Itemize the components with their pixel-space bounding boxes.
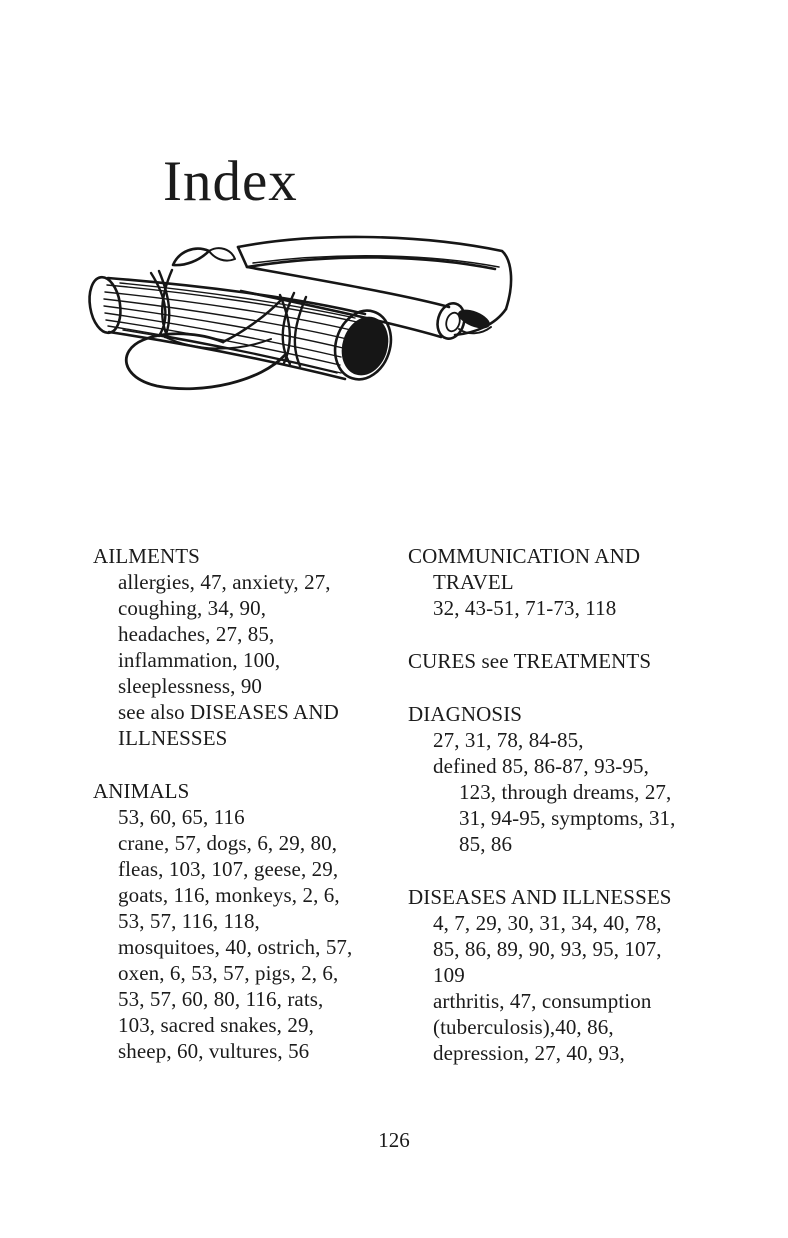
index-section-heading: DIAGNOSIS bbox=[408, 702, 523, 726]
index-entry-line: 53, 57, 60, 80, 116, rats, bbox=[118, 987, 324, 1011]
index-entry-line: mosquitoes, 40, ostrich, 57, bbox=[118, 935, 353, 959]
index-entry-line: see also DISEASES AND bbox=[118, 700, 339, 724]
index-entry-line: oxen, 6, 53, 57, pigs, 2, 6, bbox=[118, 961, 339, 985]
index-section-heading: CURES see TREATMENTS bbox=[408, 649, 652, 673]
index-entry-line: sleeplessness, 90 bbox=[118, 674, 263, 698]
index-section bbox=[408, 884, 738, 1066]
index-section bbox=[93, 778, 398, 1064]
index-entry-line: 103, sacred snakes, 29, bbox=[118, 1013, 314, 1037]
index-entry-line: 53, 60, 65, 116 bbox=[118, 805, 245, 829]
index-section bbox=[93, 543, 398, 751]
index-entry-line: 53, 57, 116, 118, bbox=[118, 909, 260, 933]
scrolls-drawing-svg bbox=[75, 233, 530, 405]
index-section-heading: DISEASES AND ILLNESSES bbox=[408, 885, 672, 909]
index-entry-line: depression, 27, 40, 93, bbox=[433, 1041, 625, 1065]
index-entry-line: goats, 116, monkeys, 2, 6, bbox=[118, 883, 340, 907]
index-section bbox=[408, 701, 738, 857]
index-entry-line: sheep, 60, vultures, 56 bbox=[118, 1039, 310, 1063]
index-entry-line: fleas, 103, 107, geese, 29, bbox=[118, 857, 339, 881]
index-entry-line: TRAVEL bbox=[433, 570, 514, 594]
scrolls-illustration bbox=[75, 233, 530, 405]
index-column-right bbox=[408, 543, 738, 1066]
index-entry-line: 85, 86, 89, 90, 93, 95, 107, bbox=[433, 937, 662, 961]
index-entry-line: coughing, 34, 90, bbox=[118, 596, 267, 620]
index-entry-line: 85, 86 bbox=[459, 832, 513, 856]
index-entry-line: 27, 31, 78, 84-85, bbox=[433, 728, 584, 752]
page-number: 126 bbox=[378, 1128, 410, 1152]
index-entry-line: headaches, 27, 85, bbox=[118, 622, 275, 646]
index-entry-line: 123, through dreams, 27, bbox=[459, 780, 672, 804]
index-section bbox=[408, 543, 738, 621]
index-section bbox=[408, 648, 738, 674]
index-entry-line: 109 bbox=[433, 963, 465, 987]
index-entry-line: 4, 7, 29, 30, 31, 34, 40, 78, bbox=[433, 911, 662, 935]
index-entry-line: (tuberculosis),40, 86, bbox=[433, 1015, 614, 1039]
index-entry-line: ILLNESSES bbox=[118, 726, 228, 750]
index-entry-line: inflammation, 100, bbox=[118, 648, 281, 672]
index-entry-line: defined 85, 86-87, 93-95, bbox=[433, 754, 649, 778]
index-entry-line: 32, 43-51, 71-73, 118 bbox=[433, 596, 617, 620]
index-entry-line: 31, 94-95, symptoms, 31, bbox=[459, 806, 676, 830]
index-section-heading: ANIMALS bbox=[93, 779, 190, 803]
page-title: Index bbox=[163, 150, 298, 213]
index-entry-line: allergies, 47, anxiety, 27, bbox=[118, 570, 331, 594]
index-entry-line: crane, 57, dogs, 6, 29, 80, bbox=[118, 831, 338, 855]
index-entry-line: arthritis, 47, consumption bbox=[433, 989, 652, 1013]
index-section-heading: AILMENTS bbox=[93, 544, 200, 568]
index-column-left bbox=[93, 543, 398, 1064]
index-section-heading: COMMUNICATION AND bbox=[408, 544, 641, 568]
